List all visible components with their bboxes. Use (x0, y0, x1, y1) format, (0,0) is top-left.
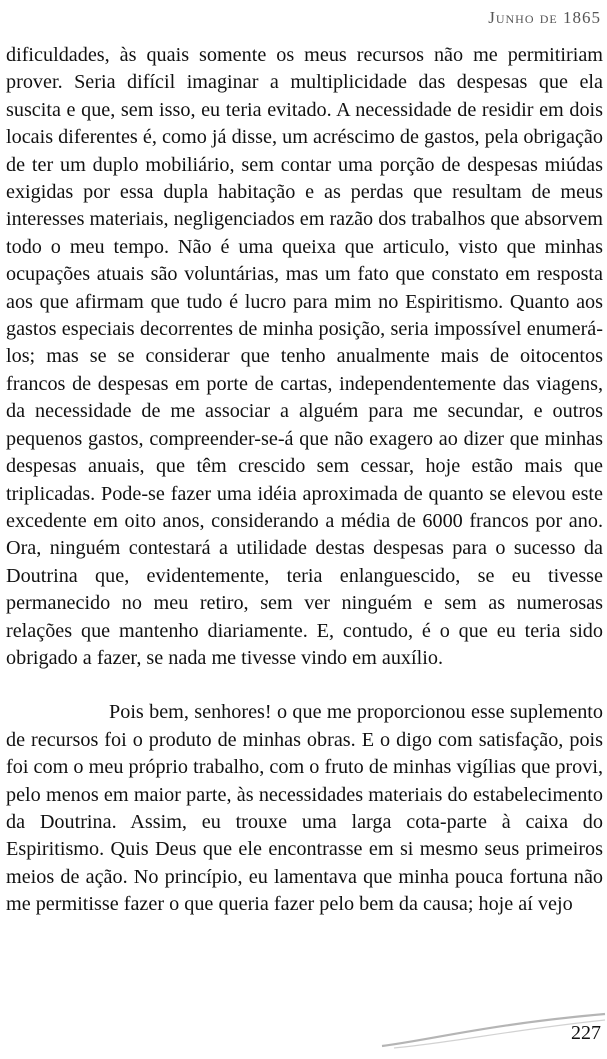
running-header: Junho de 1865 (488, 8, 601, 27)
paragraph-2: Pois bem, senhores! o que me proporcionou esse suplemento de recursos foi o produto de minhas obras. E o digo com satisfação, pois foi com o meu próprio trabalho, com o fruto de minhas vigílias que provi, pelo menos em maior parte, às necessidades materiais do estabelecimento da Doutrina. Assim, eu trouxe uma larga cota-parte à caixa do Espiritismo. Quis Deus que ele encontrasse em si mesmo seus primeiros meios de ação. No princípio, eu lamentava que minha pouca fortuna não me permitisse fazer o que queria fazer pelo bem da causa; hoje aí vejo (6, 701, 603, 916)
paragraph-1: dificuldades, às quais somente os meus recursos não me permitiriam prover. Seria difícil imaginar a multiplicidade das despesas que ela suscita e que, sem isso, eu teria evitado. A necessidade de residir em dois locais diferentes é, como já disse, um acréscimo de gastos, pela obrigação de ter um duplo mobiliário, sem contar uma porção de despesas miúdas exigidas por essa dupla habitação e as perdas que resultam de meus interesses materiais, negligenciados em razão dos trabalhos que absorvem todo o meu tempo. Não é uma queixa que articulo, visto que minhas ocupações atuais são voluntárias, mas um fato que constato em resposta aos que afirmam que tudo é lucro para mim no Espiritismo. Quanto aos gastos especiais decorrentes de minha posição, seria impossível enumerá-los; mas se se considerar que tenho anualmente mais de oitocentos francos de despesas em porte de cartas, independentemente das viagens, da necessidade de me associar a alguém para me secundar, e outros pequenos gastos, compreender-se-á que não exagero ao dizer que minhas despesas anuais, que têm crescido sem cessar, hoje estão mais que triplicadas. Pode-se fazer uma idéia aproximada de quanto se elevou este excedente em oito anos, considerando a média de 6000 francos por ano. Ora, ninguém contestará a utilidade destas despesas para o sucesso da Doutrina que, evidentemente, teria enlanguescido, se eu tivesse permanecido no meu retiro, sem ver ninguém e sem as numerosas relações que mantenho diariamente. E, contudo, é o que eu teria sido obrigado a fazer, se nada me tivesse vindo em auxílio. (6, 44, 604, 669)
page-number: 227 (571, 1022, 601, 1044)
body-text (6, 42, 603, 919)
